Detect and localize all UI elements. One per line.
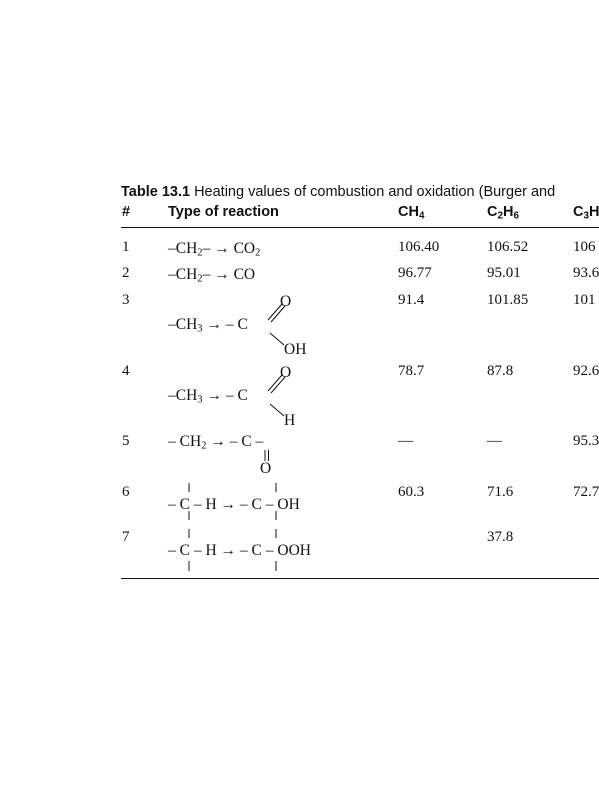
header-c2h6: $C_2H_6$ bbox=[487, 204, 519, 222]
reaction-formula-5: – $CH_2$ → – C – bbox=[168, 433, 264, 452]
value-c3h: 72.7 bbox=[573, 484, 599, 500]
header-number: # bbox=[122, 204, 131, 220]
row-number: 5 bbox=[122, 433, 130, 449]
header-ch4: $CH_4$ bbox=[398, 204, 425, 222]
row-number: 7 bbox=[122, 529, 130, 545]
reaction-formula-1: $-CH_2- \to CO_2$ bbox=[168, 240, 261, 259]
value-c2h6: 87.8 bbox=[487, 363, 514, 379]
value-ch4: 96.77 bbox=[398, 265, 432, 281]
value-ch4: 106.40 bbox=[398, 239, 440, 255]
value-c2h6: 95.01 bbox=[487, 265, 521, 281]
value-c3h: 95.3 bbox=[573, 433, 599, 449]
hydrogen-atom-label: H bbox=[284, 412, 296, 429]
alcohol-bonds bbox=[180, 482, 290, 522]
value-ch4: 91.4 bbox=[398, 292, 425, 308]
row-number: 2 bbox=[122, 265, 130, 281]
reaction-formula-4: $-CH_3$ → – C bbox=[168, 387, 248, 406]
carboxyl-bonds bbox=[260, 300, 290, 350]
header-rule bbox=[121, 227, 599, 228]
aldehyde-bonds bbox=[260, 371, 290, 421]
table-caption bbox=[121, 184, 555, 200]
header-c3h: $C_3H$ bbox=[573, 204, 599, 222]
hydroxyl-label: OH bbox=[284, 341, 307, 358]
value-c2h6: 71.6 bbox=[487, 484, 514, 500]
table-title: Heating values of combustion and oxidation (Burger and bbox=[194, 184, 556, 200]
reaction-formula-6: – C – H → – C – OH bbox=[168, 496, 300, 513]
reaction-formula-7: – C – H → – C – OOH bbox=[168, 542, 311, 559]
value-ch4: — bbox=[398, 433, 413, 449]
row-number: 4 bbox=[122, 363, 130, 379]
row-number: 1 bbox=[122, 239, 130, 255]
value-ch4: 78.7 bbox=[398, 363, 425, 379]
header-type-of-reaction: Type of reaction bbox=[168, 204, 279, 220]
oxygen-atom-label: O bbox=[280, 293, 292, 310]
reaction-formula-2: $-CH_2-$ → CO bbox=[168, 266, 256, 285]
value-ch4: 60.3 bbox=[398, 484, 425, 500]
row-number: 6 bbox=[122, 484, 130, 500]
value-c3h: 93.6 bbox=[573, 265, 599, 281]
value-c2h6: 101.85 bbox=[487, 292, 529, 308]
value-c2h6: 37.8 bbox=[487, 529, 514, 545]
value-c2h6: 106.52 bbox=[487, 239, 529, 255]
bottom-rule bbox=[121, 578, 599, 579]
row-number: 3 bbox=[122, 292, 130, 308]
reaction-formula-3: $-CH_3$ → – C bbox=[168, 316, 248, 335]
value-c2h6: — bbox=[487, 433, 502, 449]
table-label: Table 13.1 bbox=[121, 184, 191, 200]
oxygen-atom-label: O bbox=[260, 460, 272, 477]
value-c3h: 106 bbox=[573, 239, 596, 255]
value-c3h: 92.6 bbox=[573, 363, 599, 379]
value-c3h: 101 bbox=[573, 292, 596, 308]
oxygen-atom-label: O bbox=[280, 364, 292, 381]
hydroperoxide-bonds bbox=[180, 528, 290, 573]
ketone-double-bond bbox=[260, 449, 274, 463]
